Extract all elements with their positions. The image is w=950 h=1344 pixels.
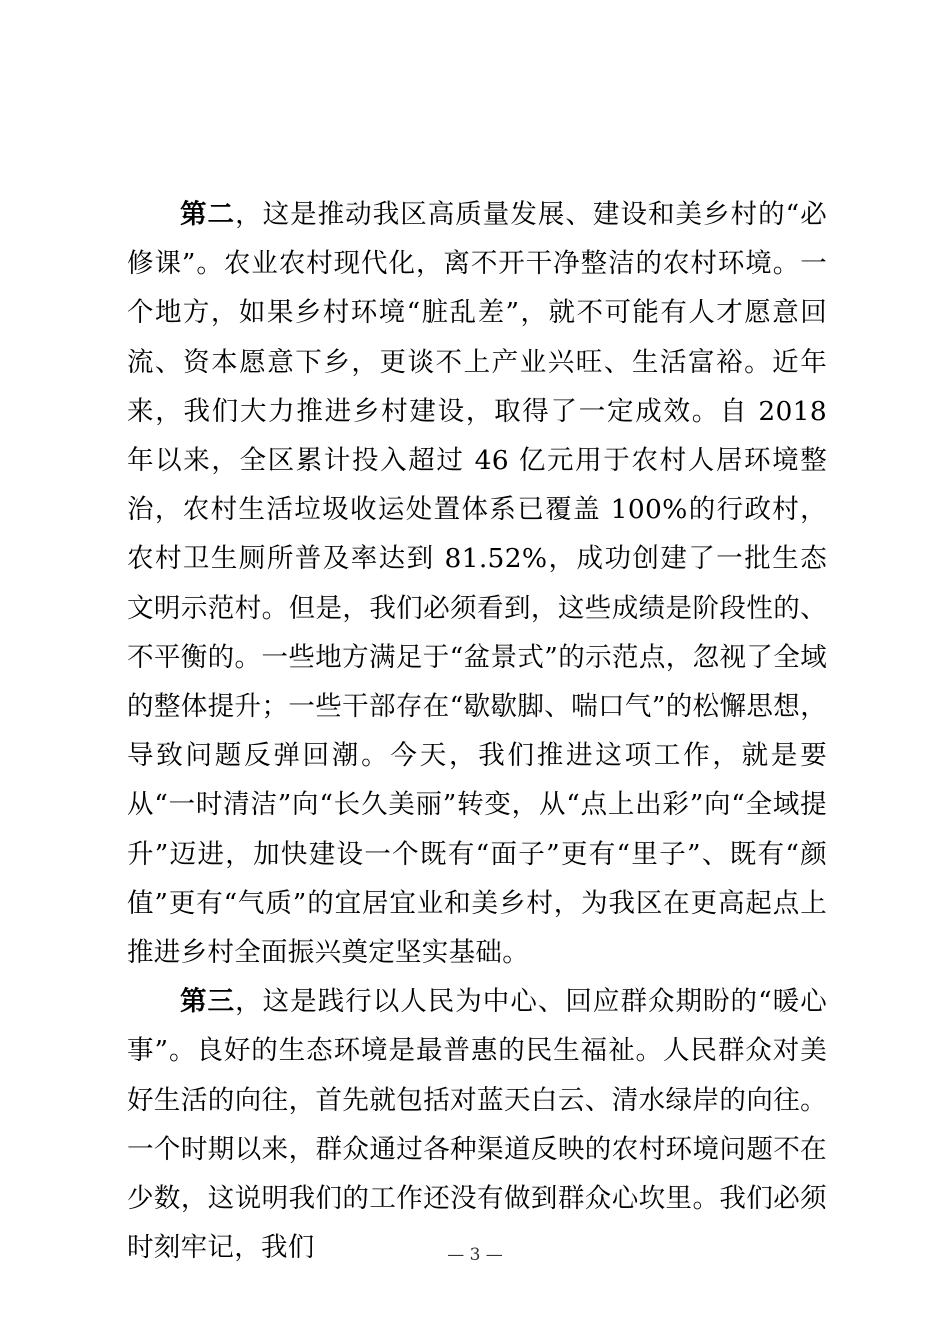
paragraph-lead: 第二 — [180, 199, 236, 230]
paragraph-second — [127, 190, 827, 977]
paragraph-text: ，这是推动我区高质量发展、建设和美乡村的“必修课”。农业农村现代化，离不开干净整洁的农村环境。一个地方，如果乡村环境“脏乱差”，就不可能有人才愿意回流、资本愿意下乡，更谈不上产业兴旺、生活富裕。近年来，我们大力推进乡村建设，取得了一定成效。自 2018 年以来，全区累计投入超过 46 亿元用于农村人居环境整治，农村生活垃圾收运处置体系已覆盖 100%的行政村，农村卫生厕所普及率达到 81.52%，成功创建了一批生态文明示范村。但是，我们必须看到，这些成绩是阶段性的、不平衡的。一些地方满足于“盆景式”的示范点，忽视了全域的整体提升；一些干部存在“歇歇脚、喘口气”的松懈思想，导致问题反弹回潮。今天，我们推进这项工作，就是要从“一时清洁”向“长久美丽”转变，从“点上出彩”向“全域提升”迈进，加快建设一个既有“面子”更有“里子”、既有“颜值”更有“气质”的宜居宜业和美乡村，为我区在更高起点上推进乡村全面振兴奠定坚实基础。 — [127, 199, 827, 969]
paragraph-text: ，这是践行以人民为中心、回应群众期盼的“暖心事”。良好的生态环境是最普惠的民生福祉。人民群众对美好生活的向往，首先就包括对蓝天白云、清水绿岸的向往。一个时期以来，群众通过各种渠道反映的农村环境问题不在少数，这说明我们的工作还没有做到群众心坎里。我们必须时刻牢记，我们 — [127, 986, 827, 1264]
paragraph-lead: 第三 — [180, 986, 236, 1018]
document-body — [127, 190, 827, 1272]
paragraph-third — [127, 977, 827, 1272]
page-number: — 3 — — [447, 1245, 503, 1265]
